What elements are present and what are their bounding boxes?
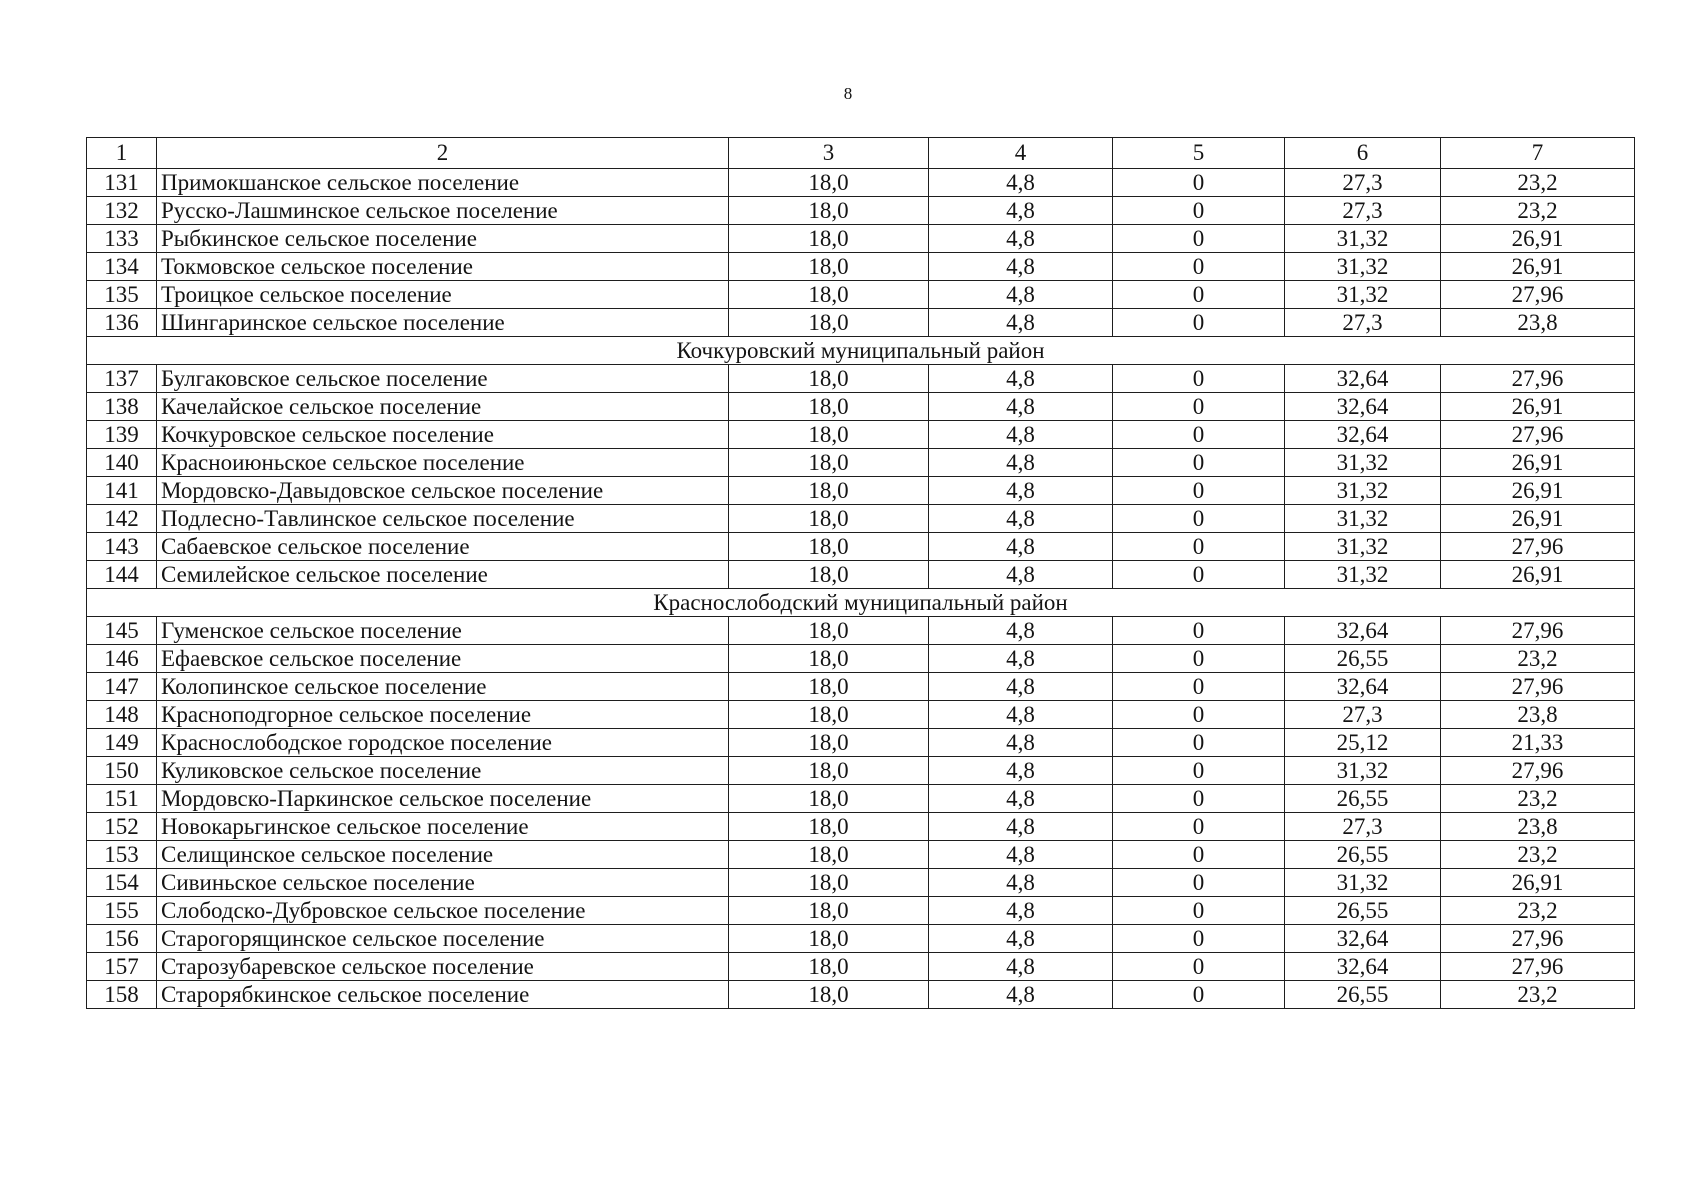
value-col-7: 26,91 (1441, 561, 1635, 589)
value-col-5: 0 (1113, 673, 1285, 701)
value-col-4: 4,8 (929, 421, 1113, 449)
row-number: 144 (87, 561, 157, 589)
settlement-name: Булгаковское сельское поселение (157, 365, 729, 393)
value-col-6: 27,3 (1285, 169, 1441, 197)
table-row (87, 197, 1635, 225)
value-col-6: 31,32 (1285, 505, 1441, 533)
value-col-3: 18,0 (729, 449, 929, 477)
column-header: 7 (1441, 138, 1635, 169)
value-col-4: 4,8 (929, 449, 1113, 477)
value-col-3: 18,0 (729, 981, 929, 1009)
value-col-3: 18,0 (729, 729, 929, 757)
value-col-6: 27,3 (1285, 813, 1441, 841)
value-col-3: 18,0 (729, 645, 929, 673)
value-col-6: 26,55 (1285, 897, 1441, 925)
value-col-4: 4,8 (929, 281, 1113, 309)
value-col-6: 26,55 (1285, 785, 1441, 813)
value-col-6: 31,32 (1285, 225, 1441, 253)
table-body (87, 169, 1635, 1009)
section-row (87, 589, 1635, 617)
value-col-4: 4,8 (929, 813, 1113, 841)
value-col-6: 31,32 (1285, 533, 1441, 561)
value-col-5: 0 (1113, 169, 1285, 197)
value-col-6: 26,55 (1285, 981, 1441, 1009)
settlement-name: Подлесно-Тавлинское сельское поселение (157, 505, 729, 533)
value-col-7: 26,91 (1441, 225, 1635, 253)
table-row (87, 561, 1635, 589)
value-col-5: 0 (1113, 869, 1285, 897)
value-col-4: 4,8 (929, 561, 1113, 589)
value-col-5: 0 (1113, 841, 1285, 869)
value-col-6: 32,64 (1285, 421, 1441, 449)
table-row (87, 925, 1635, 953)
value-col-7: 26,91 (1441, 253, 1635, 281)
column-header: 3 (729, 138, 929, 169)
value-col-4: 4,8 (929, 841, 1113, 869)
value-col-5: 0 (1113, 701, 1285, 729)
value-col-5: 0 (1113, 897, 1285, 925)
value-col-4: 4,8 (929, 533, 1113, 561)
value-col-3: 18,0 (729, 757, 929, 785)
value-col-6: 27,3 (1285, 197, 1441, 225)
value-col-4: 4,8 (929, 757, 1113, 785)
value-col-6: 27,3 (1285, 701, 1441, 729)
settlement-name: Ефаевское сельское поселение (157, 645, 729, 673)
table-row (87, 225, 1635, 253)
settlement-name: Куликовское сельское поселение (157, 757, 729, 785)
settlement-name: Сабаевское сельское поселение (157, 533, 729, 561)
value-col-4: 4,8 (929, 365, 1113, 393)
value-col-6: 31,32 (1285, 281, 1441, 309)
row-number: 146 (87, 645, 157, 673)
value-col-3: 18,0 (729, 169, 929, 197)
value-col-6: 31,32 (1285, 757, 1441, 785)
row-number: 143 (87, 533, 157, 561)
value-col-7: 23,2 (1441, 981, 1635, 1009)
row-number: 134 (87, 253, 157, 281)
value-col-3: 18,0 (729, 197, 929, 225)
value-col-6: 31,32 (1285, 477, 1441, 505)
value-col-5: 0 (1113, 785, 1285, 813)
column-header: 1 (87, 138, 157, 169)
table-row (87, 701, 1635, 729)
value-col-6: 26,55 (1285, 841, 1441, 869)
value-col-4: 4,8 (929, 253, 1113, 281)
table-row (87, 813, 1635, 841)
value-col-7: 26,91 (1441, 393, 1635, 421)
table-row (87, 365, 1635, 393)
value-col-6: 26,55 (1285, 645, 1441, 673)
settlement-name: Краснослободское городское поселение (157, 729, 729, 757)
settlement-name: Новокарьгинское сельское поселение (157, 813, 729, 841)
value-col-7: 23,2 (1441, 169, 1635, 197)
table-row (87, 505, 1635, 533)
value-col-3: 18,0 (729, 533, 929, 561)
value-col-4: 4,8 (929, 729, 1113, 757)
value-col-7: 23,2 (1441, 645, 1635, 673)
value-col-5: 0 (1113, 477, 1285, 505)
value-col-5: 0 (1113, 561, 1285, 589)
section-row (87, 337, 1635, 365)
value-col-6: 31,32 (1285, 449, 1441, 477)
value-col-3: 18,0 (729, 477, 929, 505)
value-col-5: 0 (1113, 225, 1285, 253)
settlement-name: Старогорящинское сельское поселение (157, 925, 729, 953)
settlement-name: Мордовско-Давыдовское сельское поселение (157, 477, 729, 505)
value-col-7: 21,33 (1441, 729, 1635, 757)
value-col-3: 18,0 (729, 869, 929, 897)
value-col-6: 31,32 (1285, 869, 1441, 897)
value-col-3: 18,0 (729, 505, 929, 533)
value-col-3: 18,0 (729, 253, 929, 281)
settlement-name: Колопинское сельское поселение (157, 673, 729, 701)
value-col-5: 0 (1113, 421, 1285, 449)
value-col-3: 18,0 (729, 785, 929, 813)
settlement-name: Токмовское сельское поселение (157, 253, 729, 281)
value-col-4: 4,8 (929, 617, 1113, 645)
row-number: 139 (87, 421, 157, 449)
value-col-5: 0 (1113, 309, 1285, 337)
row-number: 136 (87, 309, 157, 337)
value-col-6: 32,64 (1285, 365, 1441, 393)
value-col-5: 0 (1113, 953, 1285, 981)
settlement-name: Примокшанское сельское поселение (157, 169, 729, 197)
row-number: 140 (87, 449, 157, 477)
value-col-5: 0 (1113, 365, 1285, 393)
value-col-7: 23,2 (1441, 841, 1635, 869)
value-col-3: 18,0 (729, 393, 929, 421)
value-col-4: 4,8 (929, 645, 1113, 673)
column-header: 6 (1285, 138, 1441, 169)
value-col-4: 4,8 (929, 785, 1113, 813)
settlement-name: Красноподгорное сельское поселение (157, 701, 729, 729)
settlement-name: Гуменское сельское поселение (157, 617, 729, 645)
value-col-4: 4,8 (929, 225, 1113, 253)
row-number: 145 (87, 617, 157, 645)
value-col-6: 32,64 (1285, 925, 1441, 953)
table-row (87, 953, 1635, 981)
table-row (87, 785, 1635, 813)
settlement-name: Старозубаревское сельское поселение (157, 953, 729, 981)
table-row (87, 757, 1635, 785)
settlement-name: Русско-Лашминское сельское поселение (157, 197, 729, 225)
table-row (87, 309, 1635, 337)
value-col-3: 18,0 (729, 421, 929, 449)
value-col-7: 27,96 (1441, 281, 1635, 309)
row-number: 151 (87, 785, 157, 813)
value-col-5: 0 (1113, 253, 1285, 281)
value-col-3: 18,0 (729, 309, 929, 337)
value-col-3: 18,0 (729, 225, 929, 253)
header-row (87, 138, 1635, 169)
value-col-7: 27,96 (1441, 617, 1635, 645)
value-col-7: 27,96 (1441, 757, 1635, 785)
value-col-7: 27,96 (1441, 925, 1635, 953)
value-col-3: 18,0 (729, 925, 929, 953)
value-col-7: 23,2 (1441, 197, 1635, 225)
value-col-5: 0 (1113, 393, 1285, 421)
value-col-3: 18,0 (729, 813, 929, 841)
row-number: 149 (87, 729, 157, 757)
value-col-5: 0 (1113, 505, 1285, 533)
data-table (86, 137, 1635, 1009)
value-col-4: 4,8 (929, 169, 1113, 197)
value-col-3: 18,0 (729, 897, 929, 925)
row-number: 141 (87, 477, 157, 505)
value-col-5: 0 (1113, 757, 1285, 785)
column-header: 4 (929, 138, 1113, 169)
settlement-name: Мордовско-Паркинское сельское поселение (157, 785, 729, 813)
row-number: 147 (87, 673, 157, 701)
settlement-name: Рыбкинское сельское поселение (157, 225, 729, 253)
value-col-4: 4,8 (929, 869, 1113, 897)
value-col-6: 32,64 (1285, 393, 1441, 421)
column-header: 2 (157, 138, 729, 169)
value-col-7: 26,91 (1441, 449, 1635, 477)
value-col-5: 0 (1113, 197, 1285, 225)
district-heading: Кочкуровский муниципальный район (87, 337, 1635, 365)
row-number: 155 (87, 897, 157, 925)
value-col-6: 25,12 (1285, 729, 1441, 757)
value-col-7: 27,96 (1441, 421, 1635, 449)
value-col-7: 26,91 (1441, 869, 1635, 897)
value-col-7: 27,96 (1441, 533, 1635, 561)
value-col-4: 4,8 (929, 925, 1113, 953)
value-col-7: 26,91 (1441, 505, 1635, 533)
value-col-5: 0 (1113, 925, 1285, 953)
table-row (87, 673, 1635, 701)
table-row (87, 477, 1635, 505)
row-number: 138 (87, 393, 157, 421)
table-row (87, 841, 1635, 869)
table-row (87, 645, 1635, 673)
value-col-3: 18,0 (729, 673, 929, 701)
table-header (87, 138, 1635, 169)
table-row (87, 533, 1635, 561)
value-col-5: 0 (1113, 645, 1285, 673)
value-col-7: 23,2 (1441, 897, 1635, 925)
value-col-3: 18,0 (729, 365, 929, 393)
row-number: 137 (87, 365, 157, 393)
value-col-7: 23,8 (1441, 813, 1635, 841)
value-col-7: 26,91 (1441, 477, 1635, 505)
table-row (87, 393, 1635, 421)
value-col-4: 4,8 (929, 701, 1113, 729)
row-number: 153 (87, 841, 157, 869)
value-col-3: 18,0 (729, 281, 929, 309)
table-row (87, 897, 1635, 925)
value-col-7: 23,8 (1441, 701, 1635, 729)
settlement-name: Селищинское сельское поселение (157, 841, 729, 869)
row-number: 156 (87, 925, 157, 953)
row-number: 150 (87, 757, 157, 785)
row-number: 157 (87, 953, 157, 981)
value-col-6: 31,32 (1285, 561, 1441, 589)
table-row (87, 869, 1635, 897)
value-col-4: 4,8 (929, 505, 1113, 533)
row-number: 148 (87, 701, 157, 729)
table-row (87, 253, 1635, 281)
settlement-name: Сивиньское сельское поселение (157, 869, 729, 897)
value-col-4: 4,8 (929, 393, 1113, 421)
value-col-4: 4,8 (929, 897, 1113, 925)
settlement-name: Красноиюньское сельское поселение (157, 449, 729, 477)
page-number: 8 (843, 84, 853, 103)
value-col-3: 18,0 (729, 953, 929, 981)
value-col-5: 0 (1113, 981, 1285, 1009)
row-number: 133 (87, 225, 157, 253)
row-number: 132 (87, 197, 157, 225)
row-number: 154 (87, 869, 157, 897)
table-row (87, 729, 1635, 757)
value-col-6: 31,32 (1285, 253, 1441, 281)
settlement-name: Старорябкинское сельское поселение (157, 981, 729, 1009)
value-col-4: 4,8 (929, 309, 1113, 337)
value-col-7: 23,2 (1441, 785, 1635, 813)
district-heading: Краснослободский муниципальный район (87, 589, 1635, 617)
value-col-7: 27,96 (1441, 953, 1635, 981)
settlement-name: Слободско-Дубровское сельское поселение (157, 897, 729, 925)
table-row (87, 169, 1635, 197)
value-col-6: 32,64 (1285, 617, 1441, 645)
value-col-3: 18,0 (729, 561, 929, 589)
value-col-6: 32,64 (1285, 673, 1441, 701)
value-col-5: 0 (1113, 281, 1285, 309)
value-col-5: 0 (1113, 729, 1285, 757)
row-number: 135 (87, 281, 157, 309)
value-col-4: 4,8 (929, 981, 1113, 1009)
row-number: 131 (87, 169, 157, 197)
value-col-7: 27,96 (1441, 673, 1635, 701)
value-col-6: 27,3 (1285, 309, 1441, 337)
settlement-name: Шингаринское сельское поселение (157, 309, 729, 337)
row-number: 158 (87, 981, 157, 1009)
value-col-4: 4,8 (929, 197, 1113, 225)
value-col-5: 0 (1113, 449, 1285, 477)
value-col-7: 27,96 (1441, 365, 1635, 393)
value-col-3: 18,0 (729, 617, 929, 645)
row-number: 142 (87, 505, 157, 533)
table-row (87, 617, 1635, 645)
column-header: 5 (1113, 138, 1285, 169)
value-col-7: 23,8 (1441, 309, 1635, 337)
value-col-5: 0 (1113, 813, 1285, 841)
value-col-3: 18,0 (729, 701, 929, 729)
value-col-4: 4,8 (929, 953, 1113, 981)
settlement-name: Троицкое сельское поселение (157, 281, 729, 309)
table-row (87, 449, 1635, 477)
value-col-4: 4,8 (929, 673, 1113, 701)
value-col-3: 18,0 (729, 841, 929, 869)
table-row (87, 981, 1635, 1009)
value-col-5: 0 (1113, 617, 1285, 645)
settlement-name: Кочкуровское сельское поселение (157, 421, 729, 449)
table-row (87, 281, 1635, 309)
value-col-6: 32,64 (1285, 953, 1441, 981)
row-number: 152 (87, 813, 157, 841)
settlement-name: Качелайское сельское поселение (157, 393, 729, 421)
table-row (87, 421, 1635, 449)
value-col-5: 0 (1113, 533, 1285, 561)
settlement-name: Семилейское сельское поселение (157, 561, 729, 589)
value-col-4: 4,8 (929, 477, 1113, 505)
